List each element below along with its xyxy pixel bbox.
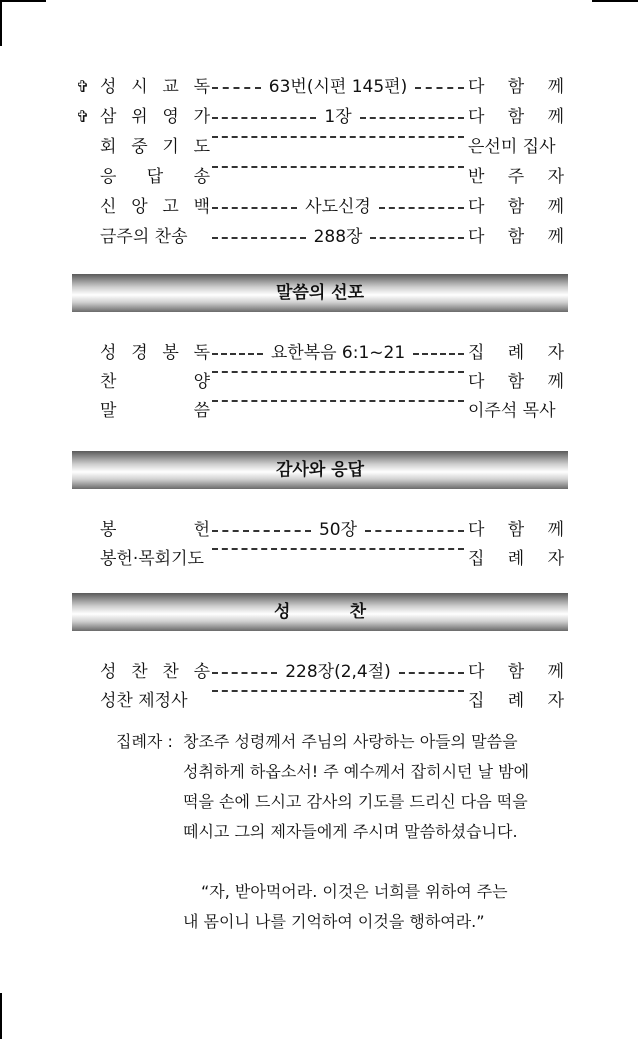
order-leader-char: 례 xyxy=(507,691,525,711)
order-label-char: 독 xyxy=(193,343,210,363)
order-leader-char: 다 xyxy=(468,77,485,97)
order-row xyxy=(72,398,564,424)
order-label-char: 찬 xyxy=(131,662,148,682)
order-leader-char: 께 xyxy=(547,372,564,392)
order-label-char: 경 xyxy=(131,343,148,363)
order-leader-char: 집 xyxy=(468,343,485,363)
order-label xyxy=(100,398,210,424)
leader-line xyxy=(212,194,464,220)
order-label-char: 봉 xyxy=(100,520,117,540)
order-label-char: 시 xyxy=(131,77,148,97)
order-detail: 사도신경 xyxy=(305,197,371,217)
order-leader-char: 께 xyxy=(547,107,564,127)
crop-mark-top-right-h xyxy=(592,0,638,2)
cross-icon: ✞ xyxy=(76,77,90,96)
order-label-char: 성 xyxy=(100,343,117,363)
order-label-char: 응 xyxy=(100,167,117,187)
order-leader-char: 집 xyxy=(468,549,485,569)
order-row xyxy=(72,369,564,395)
section-banner-sermon: 말씀의 선포 xyxy=(72,274,568,312)
order-leader-char: 자 xyxy=(547,167,564,187)
order-row xyxy=(72,164,564,190)
order-leader xyxy=(468,340,564,366)
liturgy-quote: “자, 받아먹어라. 이것은 너희를 위하여 주는 xyxy=(201,882,508,901)
order-leader-char: 다 xyxy=(468,197,485,217)
order-leader-char: 함 xyxy=(507,372,525,392)
order-label xyxy=(100,194,210,220)
order-leader-char: 함 xyxy=(507,107,525,127)
order-label xyxy=(100,369,210,395)
order-label xyxy=(100,340,210,366)
order-row xyxy=(72,134,564,160)
order-label xyxy=(100,74,210,100)
order-detail: 228장(2,4절) xyxy=(285,662,391,682)
order-leader-char: 다 xyxy=(468,372,485,392)
leader-line xyxy=(212,340,464,366)
order-label-char: 백 xyxy=(193,197,210,217)
leader-line xyxy=(212,134,464,138)
order-label-char: 답 xyxy=(146,167,164,187)
order-label-char: 영 xyxy=(162,107,179,127)
order-leader-char: 께 xyxy=(547,662,564,682)
leader-line xyxy=(212,398,464,402)
order-detail: 50장 xyxy=(318,520,358,540)
order-row xyxy=(72,688,564,714)
liturgy-speaker: 집례자 : xyxy=(116,732,173,751)
crop-mark-top-left-h xyxy=(0,0,46,2)
order-leader-char: 자 xyxy=(547,691,564,711)
order-row xyxy=(72,340,564,366)
order-detail: 288장 xyxy=(313,227,363,247)
crop-mark-top-left-v xyxy=(0,0,2,46)
liturgy-quote: 내 몸이니 나를 기억하여 이것을 행하여라.” xyxy=(183,912,485,931)
order-label-char: 독 xyxy=(193,77,210,97)
order-leader xyxy=(468,659,564,685)
order-leader-char: 께 xyxy=(547,197,564,217)
order-leader-char: 다 xyxy=(468,662,485,682)
order-row xyxy=(72,546,564,572)
order-label-char: 양 xyxy=(193,372,210,392)
order-label-char: 말 xyxy=(100,401,117,421)
order-label-char: 고 xyxy=(162,197,179,217)
order-label-char: 송 xyxy=(193,167,210,187)
order-leader xyxy=(468,194,564,220)
liturgy-line: 창조주 성령께서 주님의 사랑하는 아들의 말씀을 xyxy=(183,732,518,751)
order-label xyxy=(100,164,210,190)
order-label-char: 교 xyxy=(162,77,179,97)
order-leader-char: 함 xyxy=(507,77,525,97)
order-label-char: 씀 xyxy=(193,401,210,421)
order-leader xyxy=(468,517,564,543)
order-row xyxy=(72,194,564,220)
order-leader xyxy=(468,546,564,572)
order-label-char: 봉 xyxy=(162,343,179,363)
order-label xyxy=(100,517,210,543)
order-label: 봉헌·목회기도 xyxy=(100,549,204,569)
leader-line xyxy=(212,517,464,543)
leader-line xyxy=(212,659,464,685)
order-label-char: 성 xyxy=(100,662,117,682)
order-label-char: 앙 xyxy=(131,197,148,217)
order-leader-char: 다 xyxy=(468,227,485,247)
order-leader-char: 자 xyxy=(547,549,564,569)
order-leader: 은선미 집사 xyxy=(468,137,556,157)
order-label-char: 위 xyxy=(131,107,148,127)
order-label xyxy=(100,134,210,160)
order-label-char: 성 xyxy=(100,77,117,97)
leader-line xyxy=(212,224,464,250)
leader-line xyxy=(212,164,464,168)
order-label-char: 도 xyxy=(193,137,210,157)
liturgy-line: 떡을 손에 드시고 감사의 기도를 드리신 다음 떡을 xyxy=(183,792,528,811)
order-leader xyxy=(468,688,564,714)
order-row xyxy=(72,74,564,100)
order-leader xyxy=(468,164,564,190)
order-detail: 1장 xyxy=(324,107,352,127)
order-label-char: 찬 xyxy=(100,372,117,392)
order-leader-char: 반 xyxy=(468,167,485,187)
order-row xyxy=(72,104,564,130)
order-label-char: 송 xyxy=(193,662,210,682)
order-leader xyxy=(468,74,564,100)
order-label-char: 가 xyxy=(193,107,210,127)
order-leader-char: 주 xyxy=(507,167,525,187)
leader-line xyxy=(212,688,464,692)
section-banner-communion: 성 찬 xyxy=(72,593,568,631)
order-leader xyxy=(468,104,564,130)
order-label-char: 찬 xyxy=(162,662,179,682)
order-leader xyxy=(468,224,564,250)
cross-icon: ✞ xyxy=(76,107,90,126)
leader-line xyxy=(212,546,464,550)
order-leader-char: 함 xyxy=(507,227,525,247)
order-leader: 이주석 목사 xyxy=(468,401,556,421)
order-leader-char: 자 xyxy=(547,343,564,363)
order-label: 성찬 제정사 xyxy=(100,691,188,711)
order-row xyxy=(72,517,564,543)
order-leader-char: 례 xyxy=(507,549,525,569)
order-label-char: 기 xyxy=(162,137,179,157)
order-leader-char: 함 xyxy=(507,520,525,540)
order-label xyxy=(100,659,210,685)
order-label-char: 중 xyxy=(131,137,148,157)
order-leader-char: 례 xyxy=(507,343,525,363)
order-label-char: 헌 xyxy=(193,520,210,540)
order-leader-char: 집 xyxy=(468,691,485,711)
leader-line xyxy=(212,104,464,130)
order-leader-char: 함 xyxy=(507,662,525,682)
liturgy-line: 떼시고 그의 제자들에게 주시며 말씀하셨습니다. xyxy=(183,822,518,841)
crop-mark-bottom-left-v xyxy=(0,993,2,1039)
order-detail: 63번(시편 145편) xyxy=(268,77,408,97)
order-label-char: 삼 xyxy=(100,107,117,127)
section-banner-response: 감사와 응답 xyxy=(72,451,568,489)
order-row xyxy=(72,224,564,250)
order-leader-char: 함 xyxy=(507,197,525,217)
liturgy-line: 성취하게 하옵소서! 주 예수께서 잡히시던 날 밤에 xyxy=(183,762,530,781)
order-leader xyxy=(468,369,564,395)
order-detail: 요한복음 6:1~21 xyxy=(270,343,406,363)
order-row xyxy=(72,659,564,685)
order-leader-char: 께 xyxy=(547,227,564,247)
order-leader-char: 다 xyxy=(468,520,485,540)
leader-line xyxy=(212,74,464,100)
order-leader-char: 께 xyxy=(547,77,564,97)
order-label: 금주의 찬송 xyxy=(100,227,188,247)
order-leader-char: 께 xyxy=(547,520,564,540)
leader-line xyxy=(212,369,464,373)
order-label xyxy=(100,104,210,130)
order-label-char: 회 xyxy=(100,137,117,157)
order-leader-char: 다 xyxy=(468,107,485,127)
order-label-char: 신 xyxy=(100,197,117,217)
